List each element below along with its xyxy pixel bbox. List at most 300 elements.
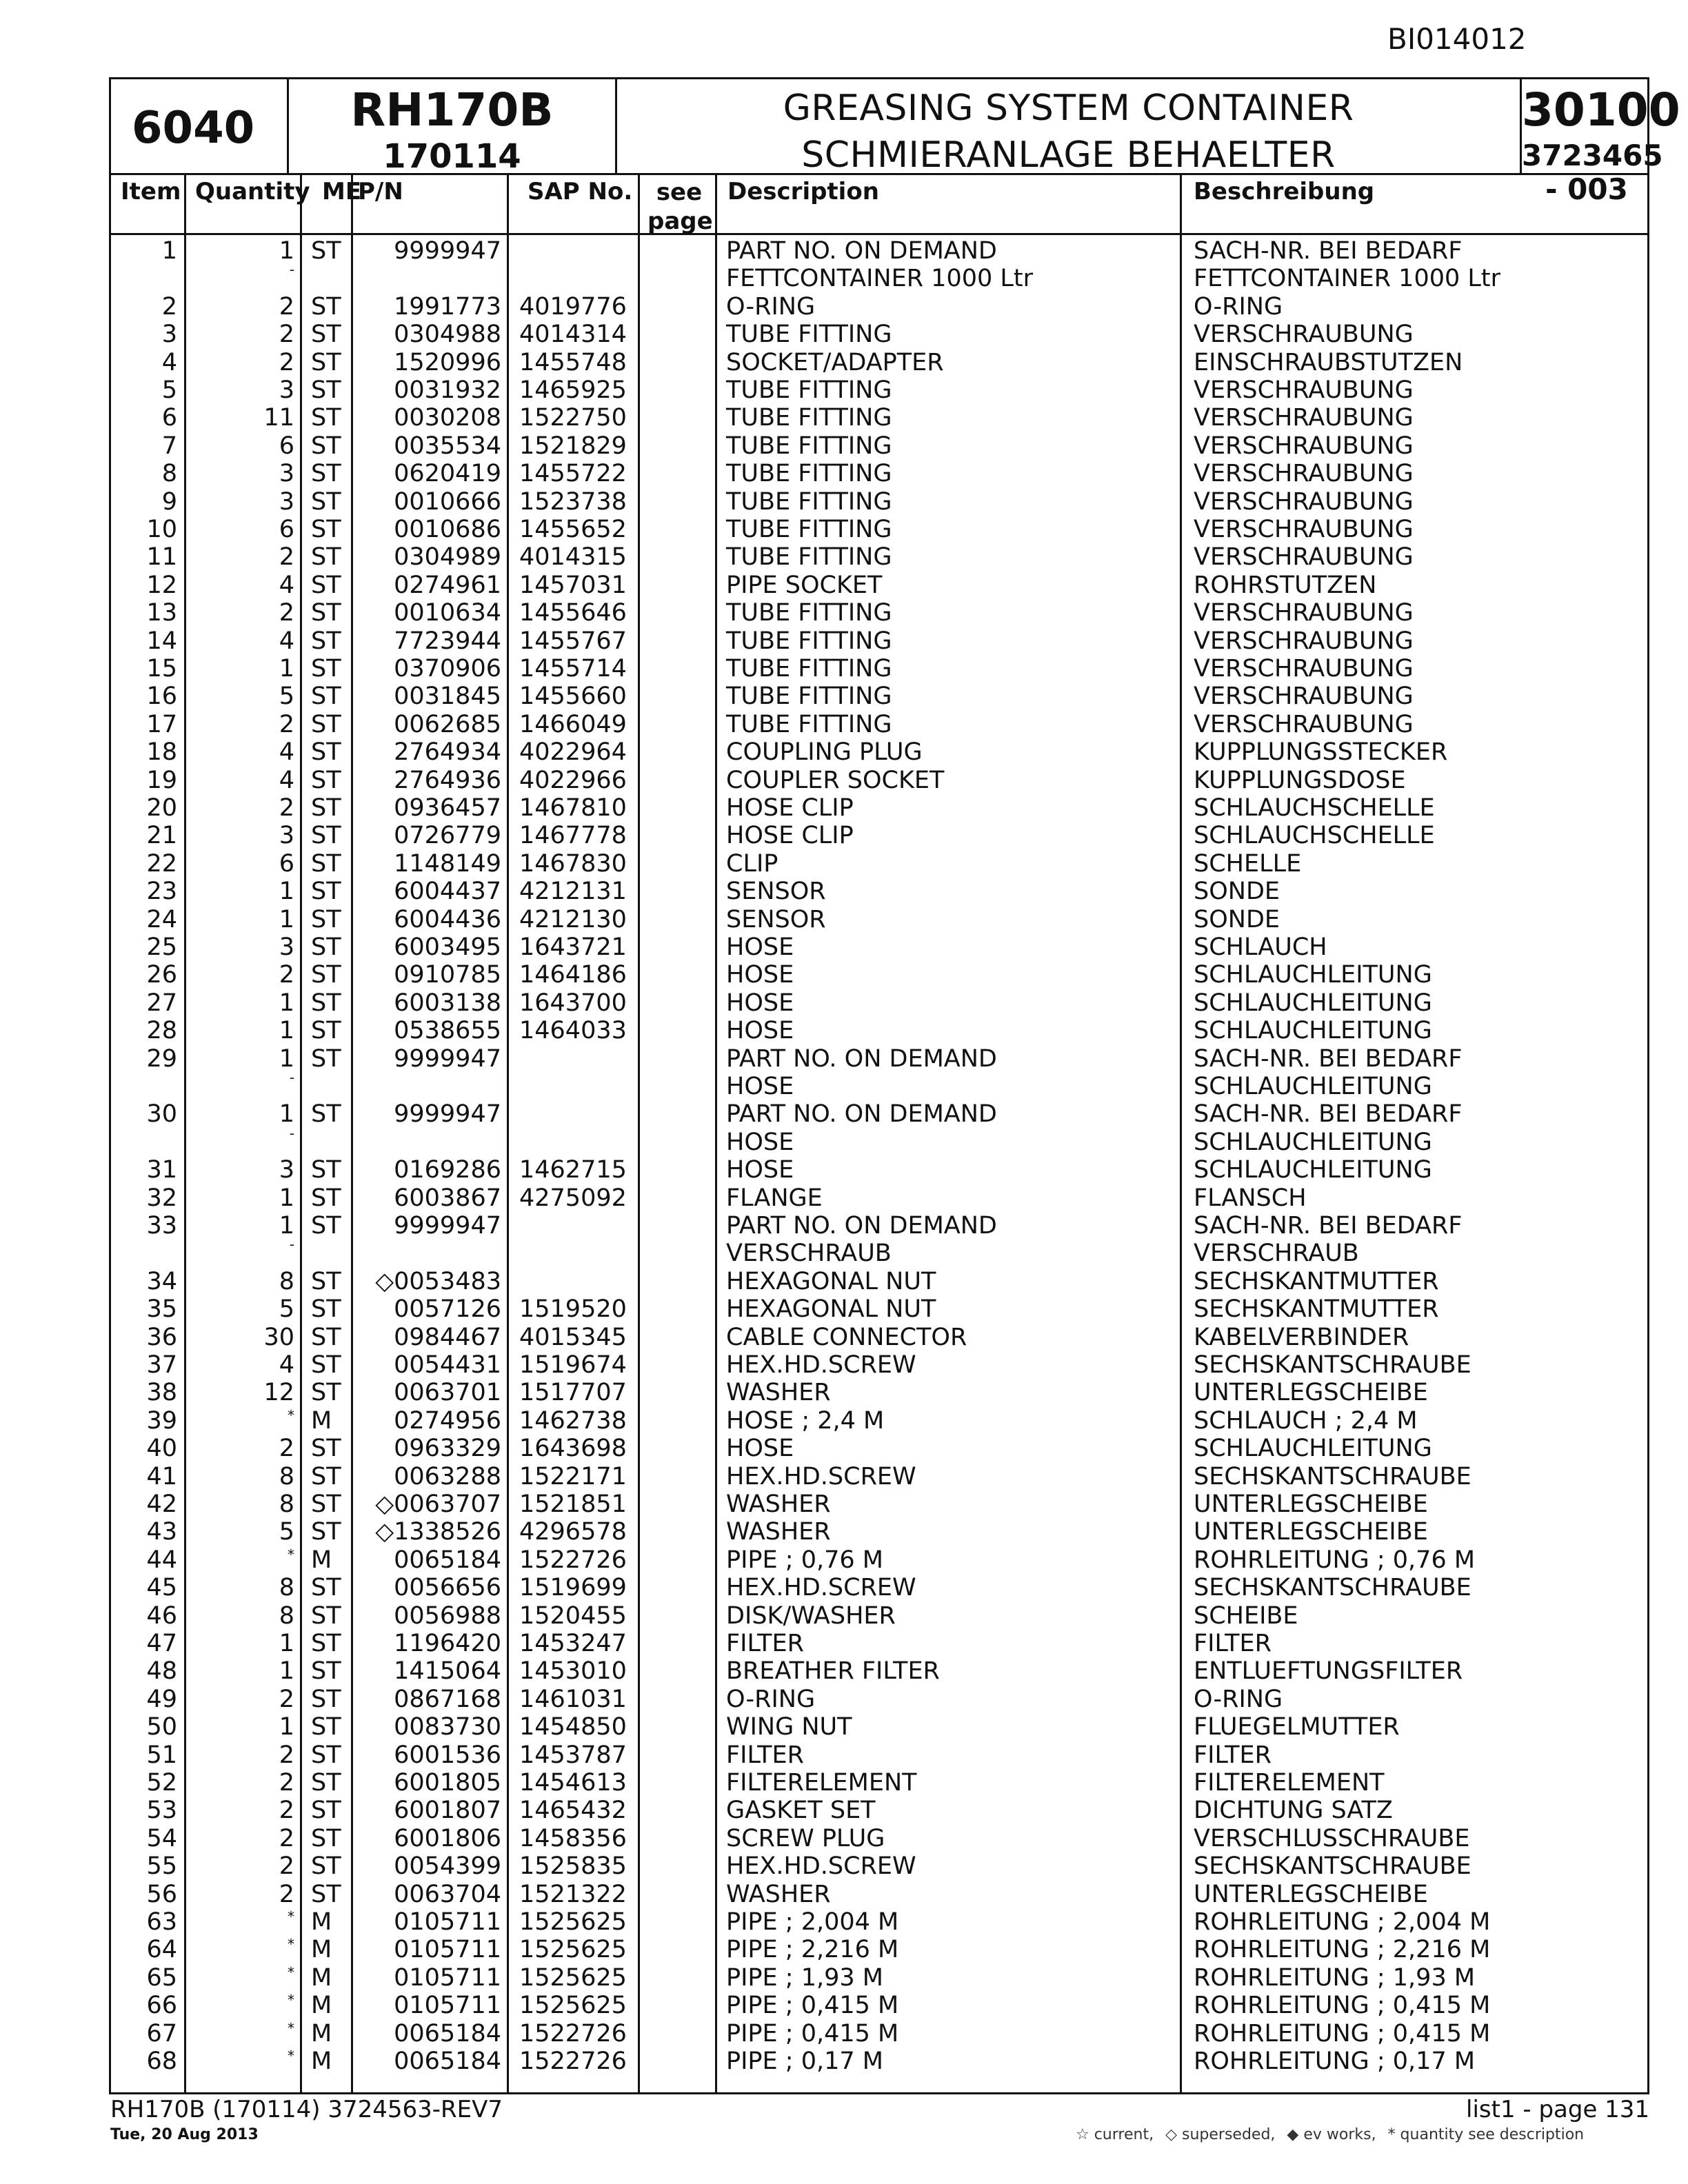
cell-de: SECHSKANTMUTTER (1194, 1267, 1439, 1295)
cell-desc: WASHER (726, 1490, 831, 1518)
cell-item: 51 (146, 1741, 177, 1769)
legend-current: ☆ current, (1076, 2126, 1154, 2143)
cell-desc: HOSE CLIP (726, 794, 854, 822)
table-row (111, 1852, 1647, 1880)
cell-me: ST (311, 682, 341, 711)
cell-qty: 1 (279, 237, 294, 265)
cell-de: SCHLAUCHSCHELLE (1194, 822, 1435, 850)
cell-item: 30 (146, 1100, 177, 1129)
cell-sap: 1453247 (519, 1630, 627, 1657)
cell-qty: 2 (279, 1824, 294, 1852)
cell-me: ST (311, 1713, 341, 1741)
cell-me: ST (311, 460, 341, 488)
cell-item: 20 (146, 794, 177, 822)
cell-pn: 0056656 (394, 1574, 501, 1602)
cell-desc: O-RING (726, 1685, 816, 1713)
footer-date: Tue, 20 Aug 2013 (110, 2126, 259, 2143)
legend-ev-works: ◆ ev works, (1287, 2126, 1376, 2143)
cell-sap: 4019776 (519, 292, 627, 321)
table-row (111, 1236, 1647, 1268)
table-row (111, 1797, 1647, 1824)
cell-me: ST (311, 1880, 341, 1908)
table-row (111, 1379, 1647, 1406)
cell-me: M (311, 1908, 332, 1936)
cell-sap: 1521829 (519, 432, 627, 460)
cell-de: SCHLAUCHLEITUNG (1194, 989, 1432, 1017)
document-id: BI014012 (1387, 22, 1527, 56)
cell-desc: HOSE (726, 1017, 794, 1045)
cell-desc: FETTCONTAINER 1000 Ltr (726, 265, 1033, 293)
cell-qty: 6 (279, 432, 294, 460)
cell-pn: 0304989 (394, 543, 501, 572)
cell-desc: FLANGE (726, 1184, 823, 1212)
cell-qty: 5 (279, 1295, 294, 1324)
cell-de: VERSCHRAUBUNG (1194, 682, 1414, 711)
cell-qty: 30 (263, 1323, 294, 1351)
cell-sap: 1522171 (519, 1462, 627, 1490)
table-row (111, 627, 1647, 655)
cell-qty: 8 (279, 1267, 294, 1295)
cell-item: 15 (146, 655, 177, 682)
cell-me: M (311, 1992, 332, 2020)
cell-me: ST (311, 1379, 341, 1407)
cell-desc: WASHER (726, 1518, 831, 1546)
cell-de: SCHLAUCHLEITUNG (1194, 1073, 1432, 1100)
cell-me: ST (311, 1685, 341, 1713)
table-row (111, 516, 1647, 543)
cell-de: VERSCHRAUBUNG (1194, 655, 1414, 682)
cell-me: ST (311, 1852, 341, 1881)
cell-qty: 1 (279, 1212, 294, 1240)
cell-me: ST (311, 822, 341, 850)
cell-desc: BREATHER FILTER (726, 1657, 940, 1686)
table-row (111, 1908, 1647, 1936)
cell-item: 53 (146, 1797, 177, 1825)
cell-qty: 2 (279, 292, 294, 321)
table-row (111, 1212, 1647, 1240)
cell-de: VERSCHRAUBUNG (1194, 432, 1414, 460)
cell-pn: ◇0053483 (375, 1267, 501, 1295)
cell-desc: WASHER (726, 1880, 831, 1908)
cell-de: VERSCHRAUBUNG (1194, 710, 1414, 738)
cell-pn: 1520996 (394, 348, 501, 376)
cell-pn: 9999947 (394, 1212, 501, 1240)
table-row (111, 1602, 1647, 1630)
table-row (111, 1936, 1647, 1963)
cell-sap: 1517707 (519, 1379, 627, 1407)
cell-desc: HOSE (726, 1156, 794, 1184)
cell-pn: 0054431 (394, 1351, 501, 1379)
cell-pn: 9999947 (394, 1044, 501, 1073)
cell-item: 34 (146, 1267, 177, 1295)
cell-sap: 4015345 (519, 1323, 627, 1351)
cell-qty: 2 (279, 1797, 294, 1825)
cell-me: ST (311, 1769, 341, 1797)
table-row (111, 1184, 1647, 1212)
group-cell (1522, 79, 1680, 206)
cell-item: 48 (146, 1657, 177, 1686)
table-row (111, 1686, 1647, 1713)
cell-desc: HEX.HD.SCREW (726, 1351, 916, 1379)
cell-pn: 0105711 (394, 1908, 501, 1936)
cell-item: 5 (161, 376, 177, 404)
cell-me: ST (311, 348, 341, 376)
table-row (111, 1069, 1647, 1100)
table-row (111, 711, 1647, 738)
cell-item: 66 (146, 1992, 177, 2020)
cell-item: 50 (146, 1713, 177, 1741)
cell-pn: 0726779 (394, 822, 501, 850)
cell-pn: 6001536 (394, 1741, 501, 1769)
cell-desc: TUBE FITTING (726, 321, 892, 349)
cell-item: 8 (161, 460, 177, 488)
cell-desc: PIPE ; 1,93 M (726, 1963, 883, 1992)
cell-desc: TUBE FITTING (726, 432, 892, 460)
cell-item: 2 (161, 292, 177, 321)
cell-pn: 6001805 (394, 1769, 501, 1797)
cell-me: ST (311, 738, 341, 767)
cell-sap: 1467778 (519, 822, 627, 850)
machine-type: RH170B (350, 83, 554, 136)
cell-sap: 1455748 (519, 348, 627, 376)
cell-qty: 8 (279, 1574, 294, 1602)
cell-sap: 4022964 (519, 738, 627, 767)
cell-pn: 6004437 (394, 878, 501, 906)
cell-pn: 1148149 (394, 849, 501, 878)
group-subnumber: 3723465 - 003 (1522, 139, 1663, 206)
cell-me: ST (311, 1630, 341, 1657)
table-row (111, 1017, 1647, 1044)
cell-me: ST (311, 1267, 341, 1295)
legend-quantity: * quantity see description (1387, 2126, 1585, 2143)
cell-sap: 1525625 (519, 1908, 627, 1936)
cell-qty: 4 (279, 627, 294, 655)
footer-doc-ref: RH170B (170114) 3724563-REV7 (110, 2096, 503, 2123)
cell-de: SCHLAUCH ; 2,4 M (1194, 1406, 1418, 1435)
cell-pn: 0984467 (394, 1323, 501, 1351)
cell-desc: SOCKET/ADAPTER (726, 348, 944, 376)
cell-item: 64 (146, 1936, 177, 1964)
cell-me: ST (311, 599, 341, 627)
cell-me: M (311, 2019, 332, 2048)
cell-qty: 1 (279, 905, 294, 933)
cell-me: ST (311, 1184, 341, 1212)
cell-pn: 0010634 (394, 599, 501, 627)
cell-me: ST (311, 1323, 341, 1351)
cell-pn: 0054399 (394, 1852, 501, 1881)
cell-qty: 6 (279, 849, 294, 878)
cell-de: SCHLAUCHSCHELLE (1194, 794, 1435, 822)
cell-me: ST (311, 1044, 341, 1073)
cell-sap: 4296578 (519, 1518, 627, 1546)
cell-sap: 1462738 (519, 1406, 627, 1435)
cell-desc: PART NO. ON DEMAND (726, 1044, 997, 1073)
cell-item: 11 (146, 543, 177, 572)
cell-pn: 6004436 (394, 905, 501, 933)
cell-qty: 2 (279, 710, 294, 738)
cell-item: 38 (146, 1379, 177, 1407)
cell-sap: 4275092 (519, 1184, 627, 1212)
cell-qty: 4 (279, 571, 294, 599)
cell-qty: 2 (279, 1769, 294, 1797)
cell-item: 45 (146, 1574, 177, 1602)
table-row (111, 1518, 1647, 1546)
footer-page: list1 - page 131 (1466, 2096, 1650, 2123)
cell-sap: 1643700 (519, 989, 627, 1017)
cell-pn: 7723944 (394, 627, 501, 655)
cell-qty: 2 (279, 599, 294, 627)
cell-qty: 2 (279, 1435, 294, 1463)
cell-item: 65 (146, 1963, 177, 1992)
cell-sap: 1521322 (519, 1880, 627, 1908)
cell-qty: 2 (279, 1852, 294, 1881)
cell-pn: 0538655 (394, 1017, 501, 1045)
cell-me: ST (311, 710, 341, 738)
cell-sap: 1519520 (519, 1295, 627, 1324)
cell-sap: 1454850 (519, 1713, 627, 1741)
cell-me: ST (311, 1601, 341, 1630)
cell-pn: 0370906 (394, 655, 501, 682)
cell-item: 44 (146, 1546, 177, 1574)
header-description: Description (727, 178, 879, 205)
cell-pn: 6003138 (394, 989, 501, 1017)
cell-sap: 1519674 (519, 1351, 627, 1379)
cell-me: ST (311, 849, 341, 878)
cell-desc: TUBE FITTING (726, 376, 892, 404)
cell-desc: TUBE FITTING (726, 599, 892, 627)
cell-sap: 1522750 (519, 404, 627, 432)
table-row (111, 1881, 1647, 1908)
cell-me: ST (311, 1518, 341, 1546)
cell-pn: ◇0063707 (375, 1490, 501, 1518)
cell-item: 22 (146, 849, 177, 878)
cell-me: M (311, 1546, 332, 1574)
cell-de: SCHELLE (1194, 849, 1302, 878)
cell-de: VERSCHLUSSCHRAUBE (1194, 1824, 1470, 1852)
cell-desc: PART NO. ON DEMAND (726, 1100, 997, 1129)
cell-desc: FILTERELEMENT (726, 1769, 917, 1797)
header-beschreibung: Beschreibung (1194, 178, 1375, 205)
cell-de: VERSCHRAUBUNG (1194, 460, 1414, 488)
cell-sap: 1525625 (519, 1992, 627, 2020)
cell-pn: 6003495 (394, 933, 501, 961)
cell-de: SACH-NR. BEI BEDARF (1194, 1044, 1463, 1073)
table-row (111, 349, 1647, 376)
cell-desc: HOSE (726, 1128, 794, 1156)
group-number: 30100 (1522, 83, 1680, 136)
table-row (111, 237, 1647, 265)
table-row (111, 961, 1647, 989)
title-cell (617, 79, 1522, 176)
type-cell (289, 79, 617, 176)
table-row (111, 599, 1647, 627)
cell-de: KABELVERBINDER (1194, 1323, 1409, 1351)
cell-sap: 1465432 (519, 1797, 627, 1825)
cell-qty: 1 (279, 989, 294, 1017)
cell-sap: 1522726 (519, 2048, 627, 2075)
table-row (111, 933, 1647, 961)
cell-pn: 0963329 (394, 1435, 501, 1463)
cell-desc: TUBE FITTING (726, 682, 892, 711)
cell-pn: 6001806 (394, 1824, 501, 1852)
cell-sap: 1455652 (519, 516, 627, 543)
cell-pn: 0867168 (394, 1685, 501, 1713)
cell-de: VERSCHRAUBUNG (1194, 543, 1414, 572)
cell-pn: 0274961 (394, 571, 501, 599)
cell-pn: 1196420 (394, 1630, 501, 1657)
cell-item: 49 (146, 1685, 177, 1713)
cell-pn: 0063288 (394, 1462, 501, 1490)
cell-qty: 11 (263, 404, 294, 432)
cell-qty: * (288, 1406, 294, 1424)
cell-qty: 3 (279, 376, 294, 404)
cell-qty: 1 (279, 1184, 294, 1212)
cell-pn: 0620419 (394, 460, 501, 488)
cell-qty: 4 (279, 766, 294, 794)
cell-pn: 2764936 (394, 766, 501, 794)
table-row (111, 1713, 1647, 1741)
cell-qty: 3 (279, 487, 294, 516)
cell-item: 39 (146, 1406, 177, 1435)
cell-desc: SCREW PLUG (726, 1824, 885, 1852)
cell-item: 17 (146, 710, 177, 738)
cell-pn: 0063704 (394, 1880, 501, 1908)
cell-qty: - (289, 261, 294, 279)
cell-me: ST (311, 1017, 341, 1045)
cell-qty: 2 (279, 794, 294, 822)
cell-pn: 0304988 (394, 321, 501, 349)
cell-desc: VERSCHRAUB (726, 1240, 892, 1268)
cell-item: 19 (146, 766, 177, 794)
cell-me: ST (311, 1490, 341, 1518)
cell-de: ROHRLEITUNG ; 2,004 M (1194, 1908, 1491, 1936)
cell-item: 31 (146, 1156, 177, 1184)
footer-legend (1076, 2126, 1591, 2143)
cell-qty: 2 (279, 348, 294, 376)
table-row (111, 1741, 1647, 1769)
table-row (111, 1992, 1647, 2019)
cell-item: 14 (146, 627, 177, 655)
cell-sap: 1523738 (519, 487, 627, 516)
cell-qty: 2 (279, 961, 294, 989)
cell-qty: 1 (279, 1044, 294, 1073)
cell-de: SACH-NR. BEI BEDARF (1194, 1212, 1463, 1240)
cell-de: VERSCHRAUBUNG (1194, 516, 1414, 543)
cell-desc: TUBE FITTING (726, 710, 892, 738)
cell-item: 67 (146, 2019, 177, 2048)
cell-item: 6 (161, 404, 177, 432)
table-row (111, 1769, 1647, 1797)
cell-item: 21 (146, 822, 177, 850)
table-row (111, 404, 1647, 432)
cell-desc: PIPE ; 2,004 M (726, 1908, 899, 1936)
table-row (111, 1435, 1647, 1462)
table-row (111, 1268, 1647, 1295)
cell-item: 63 (146, 1908, 177, 1936)
cell-qty: 1 (279, 1100, 294, 1129)
cell-pn: 0063701 (394, 1379, 501, 1407)
cell-desc: DISK/WASHER (726, 1601, 896, 1630)
cell-item: 55 (146, 1852, 177, 1881)
cell-de: FLUEGELMUTTER (1194, 1713, 1400, 1741)
cell-de: VERSCHRAUB (1194, 1240, 1359, 1268)
cell-me: ST (311, 1295, 341, 1324)
cell-de: UNTERLEGSCHEIBE (1194, 1490, 1428, 1518)
cell-qty: 6 (279, 516, 294, 543)
table-row (111, 1100, 1647, 1128)
cell-me: ST (311, 1797, 341, 1825)
table-row (111, 1964, 1647, 1992)
cell-qty: 1 (279, 878, 294, 906)
cell-desc: HOSE (726, 961, 794, 989)
cell-me: ST (311, 1574, 341, 1602)
cell-sap: 1643698 (519, 1435, 627, 1463)
cell-sap: 1464033 (519, 1017, 627, 1045)
cell-pn: 1991773 (394, 292, 501, 321)
table-row (111, 1574, 1647, 1601)
cell-sap: 1525625 (519, 1936, 627, 1964)
cell-desc: TUBE FITTING (726, 543, 892, 572)
table-row (111, 261, 1647, 293)
cell-sap: 1455660 (519, 682, 627, 711)
cell-sap: 1455714 (519, 655, 627, 682)
cell-sap: 1520455 (519, 1601, 627, 1630)
cell-desc: HEX.HD.SCREW (726, 1574, 916, 1602)
cell-qty: 1 (279, 1630, 294, 1657)
cell-de: SACH-NR. BEI BEDARF (1194, 1100, 1463, 1129)
cell-me: ST (311, 766, 341, 794)
cell-me: ST (311, 1156, 341, 1184)
cell-pn: 0910785 (394, 961, 501, 989)
cell-qty: 3 (279, 1156, 294, 1184)
cell-me: ST (311, 516, 341, 543)
header-see-page: see page (647, 179, 713, 235)
cell-de: VERSCHRAUBUNG (1194, 487, 1414, 516)
cell-me: ST (311, 655, 341, 682)
cell-item: 40 (146, 1435, 177, 1463)
cell-desc: WING NUT (726, 1713, 852, 1741)
cell-pn: 6003867 (394, 1184, 501, 1212)
cell-sap: 1454613 (519, 1769, 627, 1797)
cell-desc: TUBE FITTING (726, 516, 892, 543)
cell-item: 18 (146, 738, 177, 767)
cell-me: ST (311, 961, 341, 989)
cell-sap: 4022966 (519, 766, 627, 794)
cell-item: 28 (146, 1017, 177, 1045)
cell-item: 37 (146, 1351, 177, 1379)
cell-pn: 9999947 (394, 237, 501, 265)
cell-desc: HOSE ; 2,4 M (726, 1406, 885, 1435)
table-row (111, 460, 1647, 487)
cell-pn: 0105711 (394, 1963, 501, 1992)
cell-desc: CABLE CONNECTOR (726, 1323, 967, 1351)
cell-me: M (311, 1406, 332, 1435)
cell-item: 29 (146, 1044, 177, 1073)
cell-me: ST (311, 1212, 341, 1240)
cell-de: SCHLAUCHLEITUNG (1194, 1128, 1432, 1156)
cell-pn: 0936457 (394, 794, 501, 822)
cell-desc: HOSE (726, 1073, 794, 1100)
cell-qty: 8 (279, 1462, 294, 1490)
cell-de: UNTERLEGSCHEIBE (1194, 1518, 1428, 1546)
cell-item: 35 (146, 1295, 177, 1324)
cell-sap: 4014315 (519, 543, 627, 572)
cell-item: 43 (146, 1518, 177, 1546)
cell-me: ST (311, 989, 341, 1017)
cell-qty: 5 (279, 682, 294, 711)
cell-de: ROHRLEITUNG ; 2,216 M (1194, 1936, 1491, 1964)
cell-qty: 8 (279, 1490, 294, 1518)
